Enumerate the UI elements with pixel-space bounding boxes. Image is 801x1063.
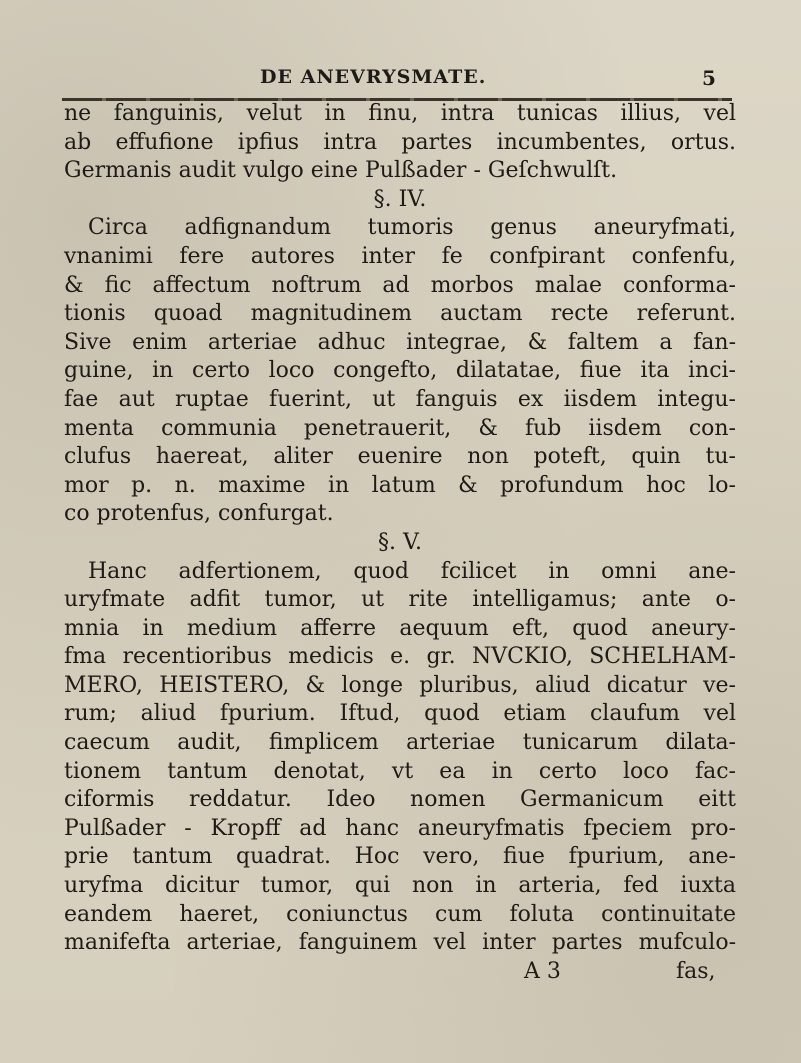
text-line: tionem tantum denotat, vt ea in certo loco fac- bbox=[64, 758, 736, 784]
text-line: fma recentioribus medicis e. gr. NVCKIO, SCHELHAM- bbox=[64, 644, 736, 670]
section-heading: §. IV. bbox=[373, 186, 427, 212]
text-line: fae aut ruptae fuerint, ut fanguis ex iisdem integu- bbox=[64, 386, 736, 412]
text-line: Pulßader - Kropff ad hanc aneuryfmatis fpeciem pro- bbox=[64, 815, 736, 841]
text-line: ciformis reddatur. Ideo nomen Germanicum eitt bbox=[64, 787, 736, 813]
text-line: uryfma dicitur tumor, qui non in arteria, fed iuxta bbox=[64, 873, 736, 899]
body-text bbox=[64, 100, 736, 986]
text-line: mor p. n. maxime in latum & profundum hoc lo- bbox=[64, 472, 736, 498]
page-header bbox=[0, 66, 801, 92]
text-line: vnanimi fere autores inter fe confpirant confenfu, bbox=[64, 243, 736, 269]
text-line: ne fanguinis, velut in finu, intra tunicas illius, vel bbox=[64, 101, 736, 126]
text-line: Germanis audit vulgo eine Pulßader - Geſchwulſt. bbox=[64, 158, 618, 184]
text-line: Sive enim arteriae adhuc integrae, & faltem a fan- bbox=[64, 329, 736, 355]
text-line: uryfmate adfit tumor, ut rite intelligamus; ante o- bbox=[64, 587, 736, 613]
text-line: manifefta arteriae, fanguinem vel inter partes mufculo- bbox=[64, 930, 736, 956]
text-line: ab effufione ipfius intra partes incumbentes, ortus. bbox=[64, 129, 736, 155]
page-number: 5 bbox=[702, 66, 716, 90]
catchword: fas, bbox=[676, 958, 716, 984]
text-line: tionis quoad magnitudinem auctam recte referunt. bbox=[64, 301, 736, 327]
section-heading: §. V. bbox=[377, 529, 423, 555]
signature-mark: A 3 bbox=[524, 958, 561, 984]
text-line: Hanc adfertionem, quod fcilicet in omni ane- bbox=[88, 558, 736, 584]
text-line: menta communia penetrauerit, & fub iisdem con- bbox=[64, 415, 736, 441]
text-line: & fic affectum noftrum ad morbos malae conforma- bbox=[64, 272, 736, 298]
text-line: co protenfus, confurgat. bbox=[64, 501, 334, 527]
text-line: rum; aliud fpurium. Iftud, quod etiam claufum vel bbox=[64, 701, 736, 727]
text-line: clufus haereat, aliter euenire non poteft, quin tu- bbox=[64, 444, 736, 470]
running-head: DE ANEVRYSMATE. bbox=[260, 66, 487, 88]
signature-line bbox=[64, 958, 736, 987]
text-line: guine, in certo loco congefto, dilatatae, fiue ita inci- bbox=[64, 358, 736, 384]
text-line: mnia in medium afferre aequum eft, quod aneury- bbox=[64, 615, 736, 641]
text-line: caecum audit, fimplicem arteriae tunicarum dilata- bbox=[64, 730, 736, 756]
text-line: prie tantum quadrat. Hoc vero, fiue fpurium, ane- bbox=[64, 844, 736, 870]
text-line: Circa adfignandum tumoris genus aneuryfmati, bbox=[88, 215, 736, 241]
text-line: eandem haeret, coniunctus cum foluta continuitate bbox=[64, 901, 736, 927]
text-line: MERO, HEISTERO, & longe pluribus, aliud dicatur ve- bbox=[64, 672, 736, 698]
